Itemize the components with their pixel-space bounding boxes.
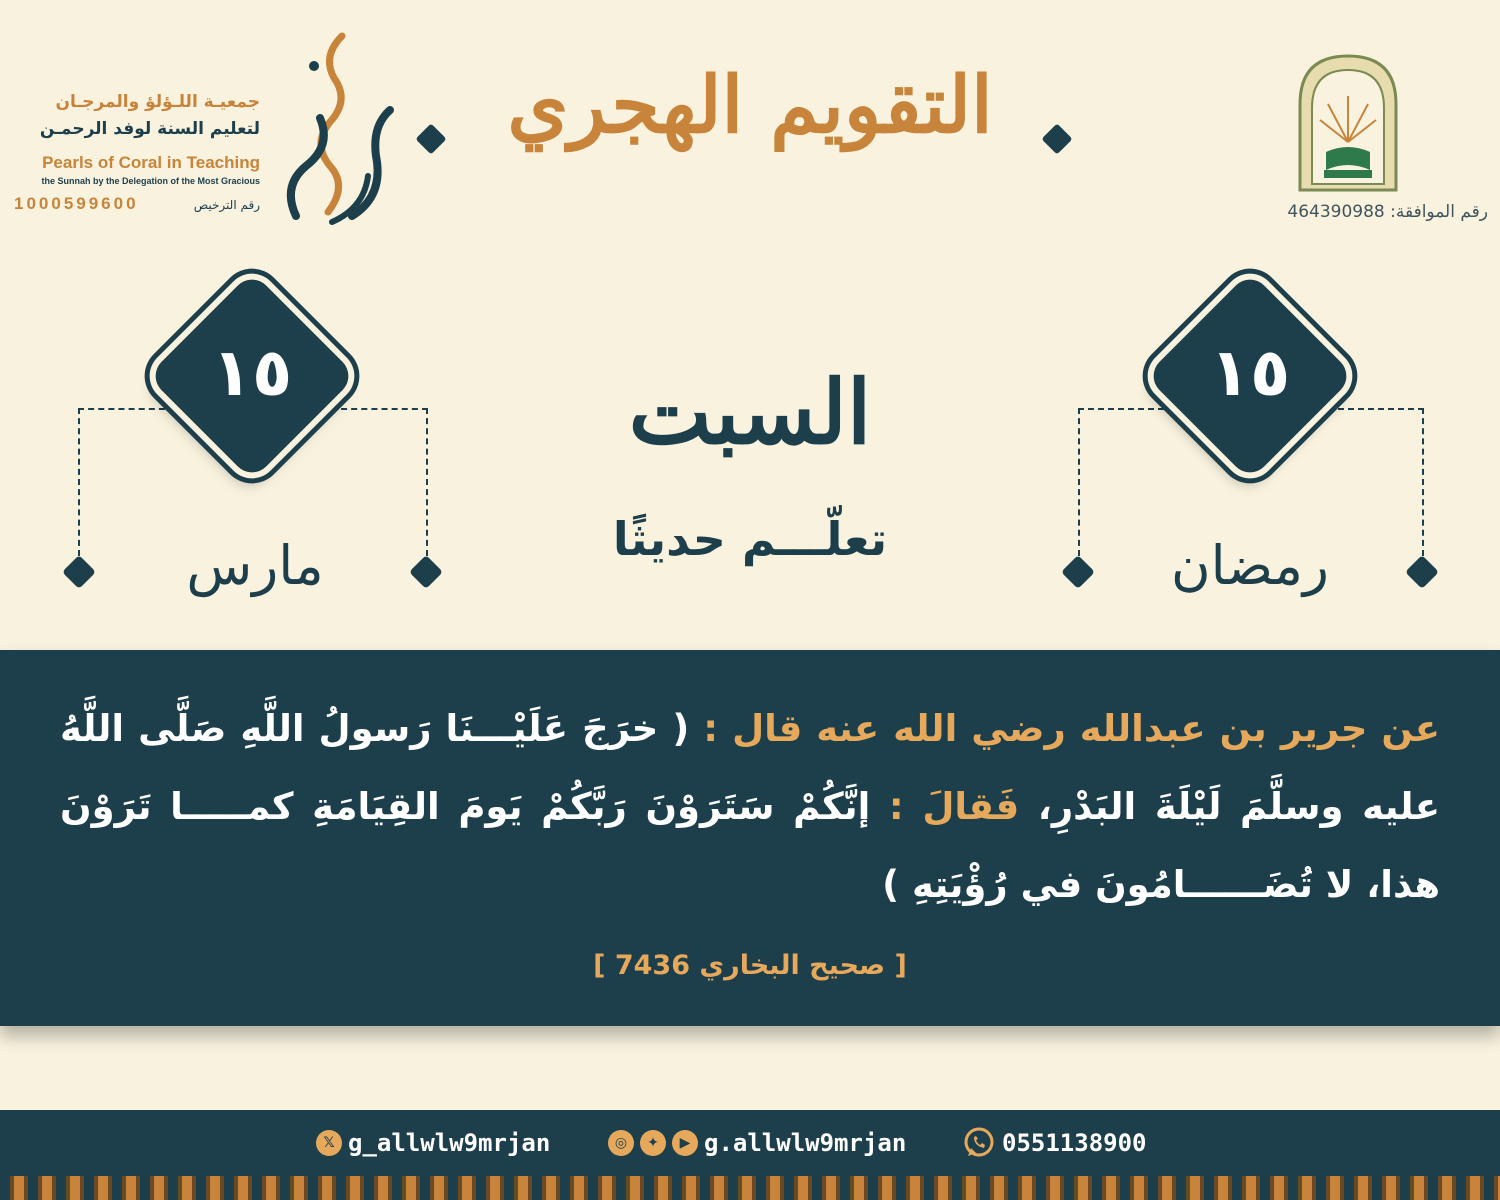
footer-pattern	[0, 1176, 1500, 1200]
gregorian-bracket-left	[78, 408, 80, 556]
gregorian-dot-left	[62, 555, 96, 589]
approval-number: رقم الموافقة: 464390988	[1287, 202, 1488, 222]
hadith-narrator: عن جرير بن عبدالله رضي الله عنه قال :	[703, 707, 1440, 750]
hijri-dot-right	[1405, 555, 1439, 589]
day-name: السبت	[628, 360, 872, 464]
gregorian-month-name: مارس	[186, 534, 324, 597]
association-name-ar-line1: جمعيـة اللـؤلؤ والمرجـان	[55, 92, 260, 112]
license-label: رقم الترخيص	[193, 198, 260, 212]
page-title: التقويم الهجري	[507, 60, 993, 151]
hadith-text	[60, 690, 1440, 924]
x-icon: 𝕏	[316, 1130, 342, 1156]
gregorian-dot-right	[409, 555, 443, 589]
hadith-text-part2: إنَّكُمْ سَتَرَوْنَ رَبَّكُمْ يَومَ القِيَامَةِ كمـــــا تَرَوْنَ هذا، لا تُضَــــــامُونَ في رُؤْيَتِهِ )	[60, 785, 1440, 906]
hijri-dot-left	[1061, 555, 1095, 589]
gregorian-bracket-right	[426, 408, 428, 556]
snapchat-icon: ✦	[640, 1130, 666, 1156]
hijri-month-name: رمضان	[1171, 534, 1329, 597]
phone-number: 0551138900	[1002, 1129, 1147, 1157]
gregorian-day-number: ١٥	[211, 334, 293, 411]
social-handle: g.allwlw9mrjan	[704, 1129, 907, 1157]
instagram-icon: ◎	[608, 1130, 634, 1156]
hijri-bracket-left	[1078, 408, 1080, 556]
x-contact[interactable]	[316, 1126, 550, 1160]
association-name-en-line1: Pearls of Coral in Teaching	[42, 153, 260, 172]
x-handle: g_allwlw9mrjan	[348, 1129, 551, 1157]
license-number: 1000599600	[14, 194, 139, 213]
whatsapp-icon	[962, 1126, 996, 1160]
youtube-icon: ▶	[672, 1130, 698, 1156]
hijri-bracket-right	[1422, 408, 1424, 556]
hadith-said: فَقالَ :	[888, 785, 1020, 828]
phone-contact[interactable]	[962, 1126, 1147, 1160]
association-name-ar-line2: لتعليم السنة لوفد الرحمـن	[39, 119, 260, 139]
license-row	[14, 194, 260, 214]
pearls-coral-logo	[272, 26, 400, 232]
ministry-emblem-logo	[1296, 52, 1400, 192]
hadith-text-part1: ( خرَجَ عَلَيْـــنَا رَسولُ اللَّهِ صَلَّى اللَّهُ عليه وسلَّمَ لَيْلَةَ البَدْرِ،	[60, 707, 1440, 828]
hadith-source: [ صحيح البخاري 7436 ]	[593, 950, 907, 981]
hijri-day-number: ١٥	[1209, 334, 1291, 411]
social-contact[interactable]	[608, 1126, 906, 1160]
subtitle: تعلّـــم حديثًا	[612, 512, 888, 566]
association-name-en-line2: the Sunnah by the Delegation of the Most Gracious	[41, 176, 260, 186]
